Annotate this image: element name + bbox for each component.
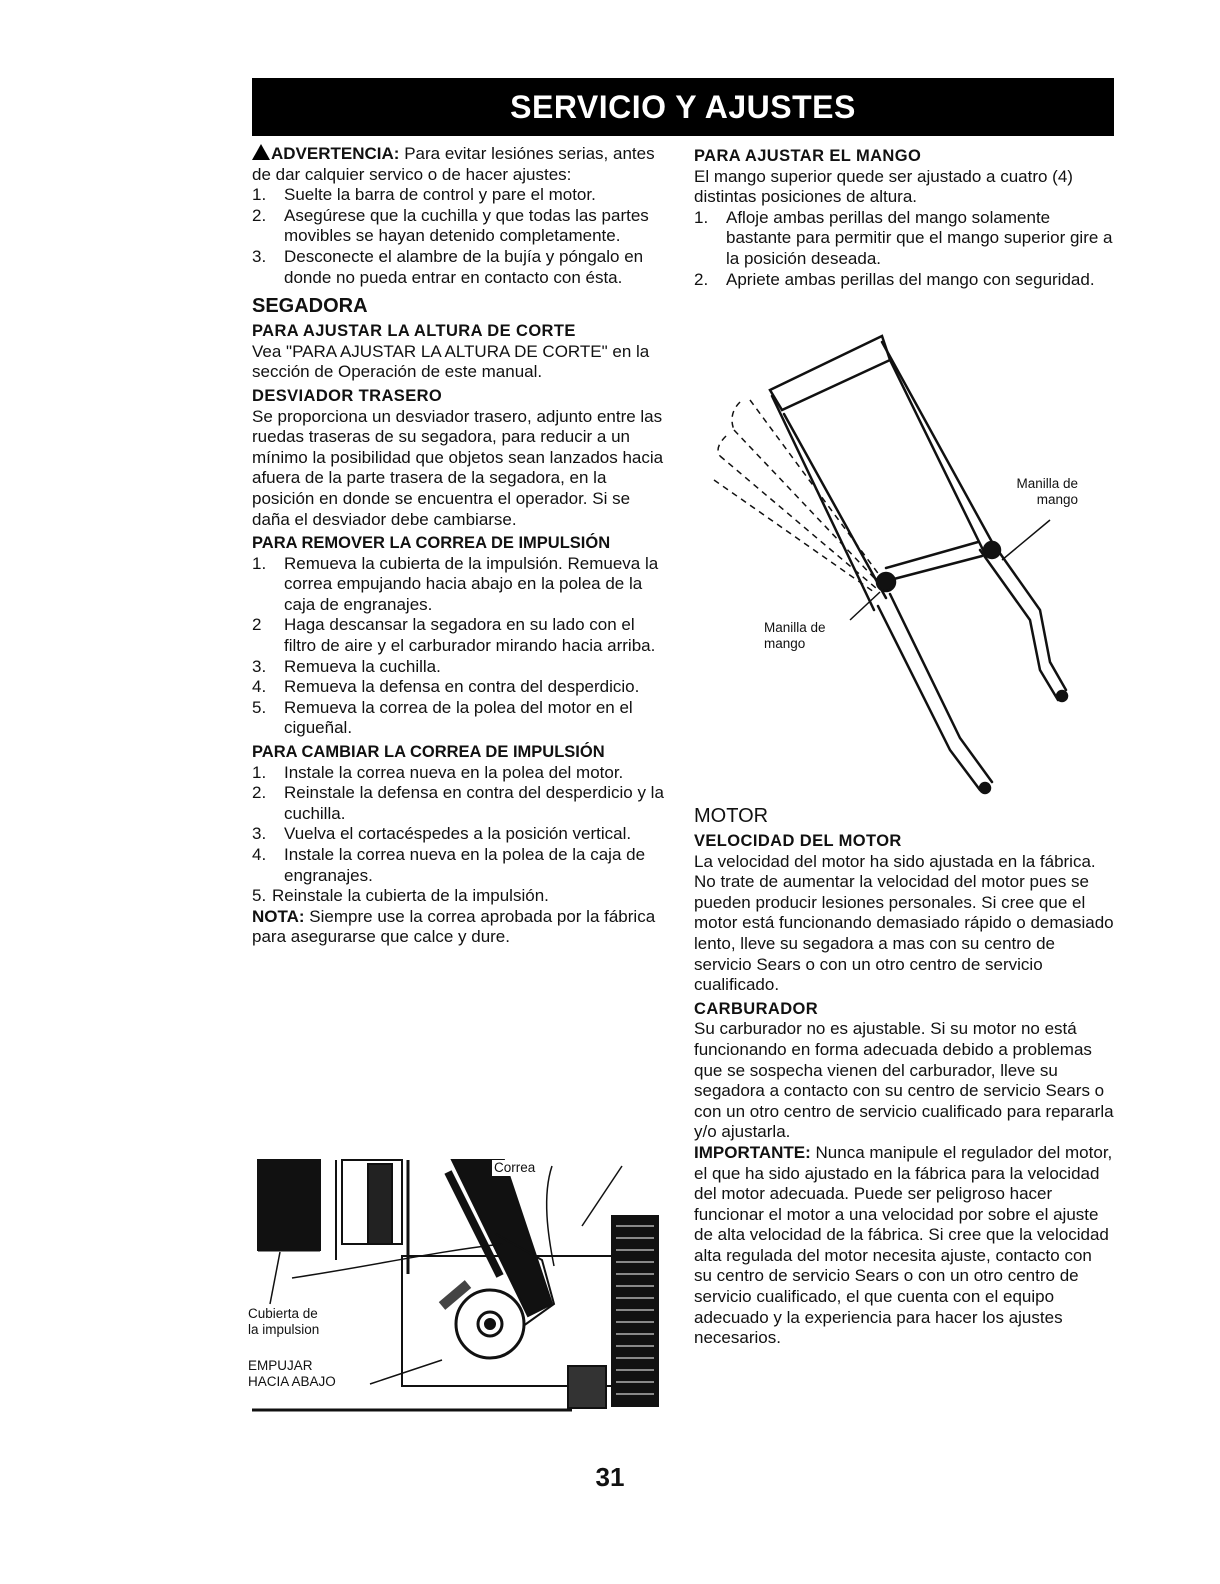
list-number: 1. — [252, 185, 267, 205]
remover-heading: PARA REMOVER LA CORREA DE IMPULSIÓN — [252, 534, 611, 553]
nota-label: NOTA: — [252, 906, 305, 926]
list-number: 4. — [252, 845, 267, 864]
list-text: Reinstale la cubierta de la impulsión. — [272, 886, 549, 906]
section-title: SERVICIO Y AJUSTES — [510, 88, 856, 125]
list-text: Suelte la barra de control y pare el motor. — [284, 185, 596, 205]
list-number: 2. — [694, 269, 709, 289]
list-number: 5. — [252, 697, 267, 717]
list-number: 2 — [252, 615, 262, 635]
desviador-text: Se proporciona un desviador trasero, adjunto entre las ruedas traseras de su segadora, para reducir a un mínimo la posibilidad que objetos sean lanzados hacia afuera de la parte trasera de la segadora, en la posición en donde se encuentra el operador. Si se daña el desviador debe cambiarse. — [252, 406, 664, 529]
importante-text: Nunca manipule el regulador del motor, el que ha sido ajustado en la fábrica para la velocidad del motor adecuada. Puede ser peligroso hacer funcionar el motor a una velocidad por sobre el ajuste de alta velocidad de la fábrica. Si cree que la velocidad alta regulada del motor necesita ajuste, contacto con su centro de servicio Sears o con un otro centro de servicio cualificado, el que cuenta con el equipo adecuado y la experiencia para hacer los ajustes necesarios. — [694, 1142, 1113, 1348]
list-number: 1. — [252, 553, 267, 573]
list-item — [252, 615, 670, 656]
mango-heading: PARA AJUSTAR EL MANGO — [694, 147, 922, 165]
list-text: Remueva la correa de la polea del motor en el cigueñal. — [284, 697, 633, 738]
list-text: Remueva la cubierta de la impulsión. Remueva la correa empujando hacia abajo en la polea de la caja de engranajes. — [284, 553, 659, 614]
warning-label: ADVERTENCIA: — [271, 144, 400, 163]
velocidad-text: La velocidad del motor ha sido ajustada en la fábrica. No trate de aumentar la velocidad del motor pues se pueden producir lesiones personales. Si cree que el motor está funcionando demasiado rápido o demasiado lento, lleve su segadora a mas con su centro de servicio Sears o con un otro centro de servicio cualificado. — [694, 851, 1114, 995]
list-number: 2. — [252, 205, 267, 225]
desviador-heading: DESVIADOR TRASERO — [252, 386, 443, 405]
altura-text: Vea "PARA AJUSTAR LA ALTURA DE CORTE" en la sección de Operación de este manual. — [252, 341, 650, 382]
list-number: 4. — [252, 677, 267, 697]
cambiar-list — [252, 763, 670, 907]
list-text: Instale la correa nueva en la polea del motor. — [284, 762, 624, 782]
cambiar-heading: PARA CAMBIAR LA CORREA DE IMPULSIÓN — [252, 743, 605, 762]
list-item — [252, 886, 670, 907]
manilla-left-label — [764, 620, 826, 652]
list-text: Instale la correa nueva en la polea de la caja de engranajes. — [284, 845, 646, 885]
list-number: 3. — [252, 824, 267, 844]
empujar-label-line-2: HACIA ABAJO — [248, 1374, 336, 1389]
altura-heading: PARA AJUSTAR LA ALTURA DE CORTE — [252, 322, 576, 341]
carburador-text: Su carburador no es ajustable. Si su motor no está funcionando en forma adecuada debido a problemas que se sospecha vienen del carburador, lleve su segadora a contacto con su centro de servicio Sears o con un otro centro de servicio cualificado para repararla y/o ajustarla. — [694, 1019, 1114, 1142]
list-item — [252, 677, 670, 698]
importante-label: IMPORTANTE: — [694, 1142, 811, 1162]
page-number: 31 — [595, 1462, 625, 1492]
handle-adjustment-diagram — [710, 330, 1090, 800]
list-text: Remueva la cuchilla. — [284, 656, 441, 676]
list-text: Vuelva el cortacéspedes a la posición vertical. — [284, 824, 632, 844]
right-column-bottom — [694, 804, 1114, 1349]
list-item — [252, 824, 670, 845]
warning-triangle-icon — [252, 144, 270, 160]
cubierta-label-line-1: Cubierta de — [248, 1306, 318, 1321]
list-item — [252, 698, 670, 739]
manilla-left-line-1: Manilla de — [764, 620, 826, 635]
empujar-label-line-1: EMPUJAR — [248, 1358, 313, 1373]
empujar-label — [248, 1358, 336, 1390]
list-number: 5. — [252, 886, 267, 906]
list-text: Apriete ambas perillas del mango con seguridad. — [726, 269, 1095, 289]
manilla-right-line-2: mango — [1036, 492, 1078, 507]
list-number: 3. — [252, 656, 267, 676]
list-item — [252, 206, 670, 247]
left-column — [252, 144, 670, 948]
list-text: Remueva la defensa en contra del desperdicio. — [284, 677, 640, 697]
velocidad-heading: VELOCIDAD DEL MOTOR — [694, 832, 902, 850]
list-item — [252, 783, 670, 824]
warning-paragraph — [252, 144, 670, 185]
warning-list — [252, 185, 670, 288]
section-title-banner — [252, 78, 1114, 136]
segadora-heading: SEGADORA — [252, 295, 368, 318]
list-number: 2. — [252, 783, 267, 803]
list-text: Asegúrese que la cuchilla y que todas las partes movibles se hayan detenido completamente. — [284, 205, 649, 246]
manilla-right-label — [1000, 476, 1078, 508]
list-text: Afloje ambas perillas del mango solamente bastante para permitir que el mango superior gire a la posición deseada. — [726, 207, 1113, 268]
motor-heading: MOTOR — [694, 805, 769, 827]
list-item — [252, 185, 670, 206]
importante-paragraph — [694, 1143, 1114, 1349]
mango-list — [694, 208, 1114, 290]
list-text: Desconecte el alambre de la bujía y póngalo en donde no pueda entrar en contacto con ésta. — [284, 246, 644, 287]
nota-text: Siempre use la correa aprobada por la fábrica para asegurarse que calce y dure. — [252, 906, 656, 947]
list-item — [252, 247, 670, 288]
warning-text: Para evitar lesiónes serias, antes de dar calquier servico o de hacer ajustes: — [252, 144, 655, 184]
manilla-left-line-2: mango — [764, 636, 806, 651]
cubierta-label-line-2: la impulsion — [248, 1322, 320, 1337]
list-text: Haga descansar la segadora en su lado con el filtro de aire y el carburador mirando hacia arriba. — [284, 615, 656, 656]
list-item — [252, 763, 670, 784]
manilla-right-line-1: Manilla de — [1016, 476, 1078, 491]
mango-text: El mango superior quede ser ajustado a cuatro (4) distintas posiciones de altura. — [694, 166, 1073, 207]
list-item — [252, 657, 670, 678]
cubierta-label — [248, 1306, 319, 1338]
list-number: 1. — [252, 762, 267, 782]
list-text: Reinstale la defensa en contra del desperdicio y la cuchilla. — [284, 783, 664, 823]
list-item — [252, 845, 670, 886]
nota-paragraph — [252, 907, 670, 948]
correa-label: Correa — [494, 1160, 536, 1175]
list-item — [694, 208, 1114, 270]
list-number: 1. — [694, 207, 709, 227]
right-column-top — [694, 146, 1114, 290]
list-item — [252, 554, 670, 616]
list-number: 3. — [252, 246, 267, 266]
list-item — [694, 270, 1114, 291]
carburador-heading: CARBURADOR — [694, 999, 819, 1018]
remover-list — [252, 554, 670, 739]
